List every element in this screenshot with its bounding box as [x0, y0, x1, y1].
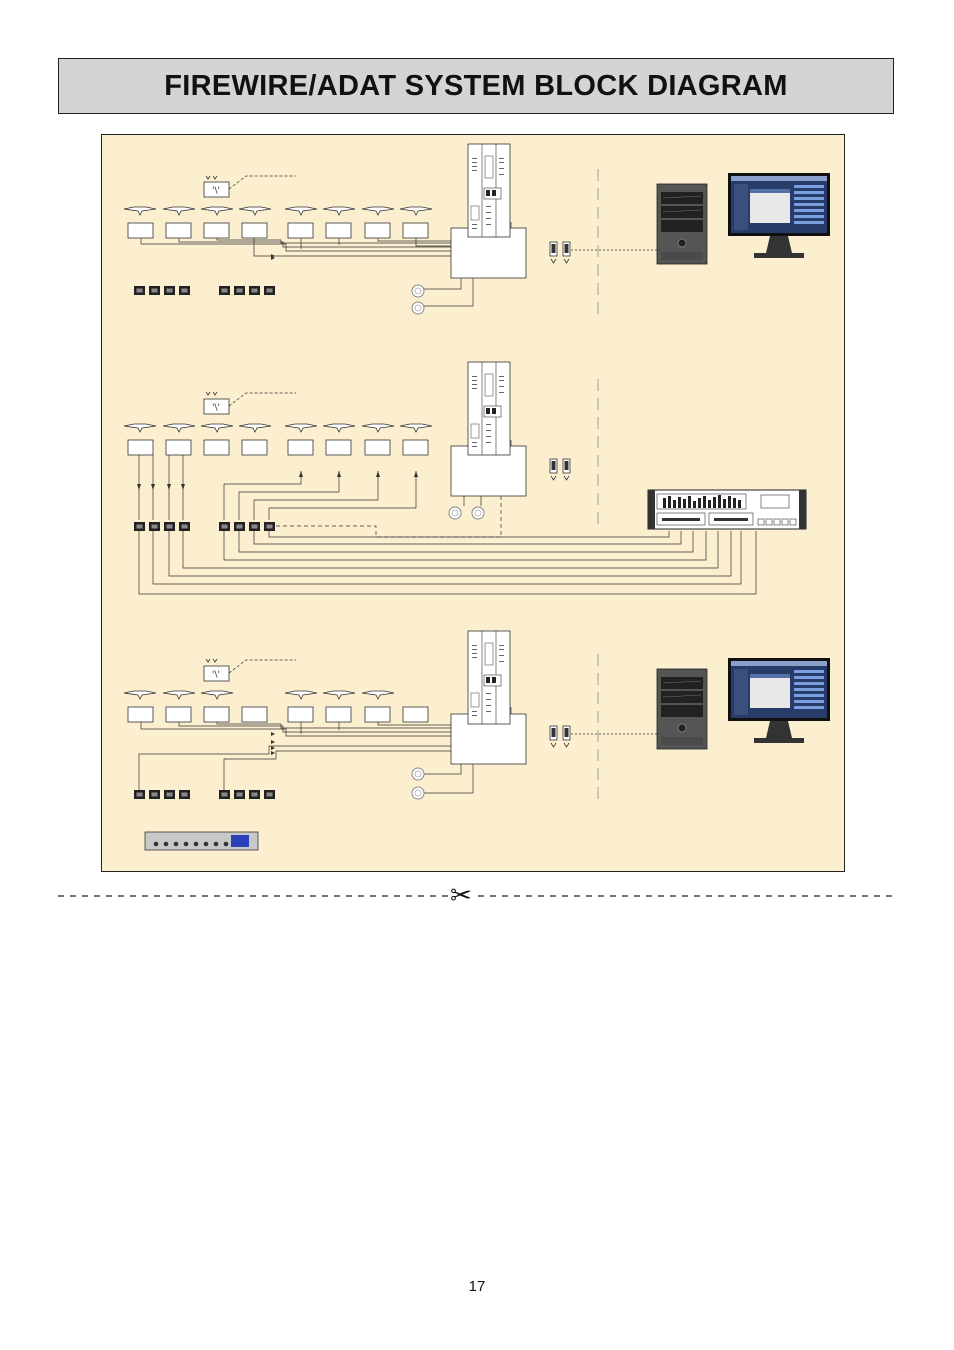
- jack-icon: [472, 507, 484, 519]
- svg-text:'\': '\': [212, 403, 220, 413]
- system-block-diagram: [101, 134, 845, 872]
- cut-line: [58, 895, 894, 897]
- jack-icon: [412, 787, 424, 799]
- interface-front-panel: [468, 362, 510, 455]
- title-bar: [58, 58, 894, 114]
- jack-icon: [412, 768, 424, 780]
- rack-preamp-icon: [145, 832, 258, 850]
- jack-icon: [449, 507, 461, 519]
- page-title: FIREWIRE/ADAT SYSTEM BLOCK DIAGRAM: [164, 69, 788, 102]
- scissors-icon: ✂: [450, 881, 472, 911]
- jack-icon: [412, 285, 424, 297]
- jack-icon: [412, 302, 424, 314]
- svg-text:'\': '\': [212, 186, 220, 196]
- page-number: 17: [468, 1278, 486, 1295]
- interface-front-panel: [468, 144, 510, 237]
- computer-tower-icon: [657, 669, 707, 749]
- computer-tower-icon: [657, 184, 707, 264]
- adat-recorder-icon: [648, 490, 806, 529]
- interface-front-panel: [468, 631, 510, 724]
- svg-text:'\': '\': [212, 670, 220, 680]
